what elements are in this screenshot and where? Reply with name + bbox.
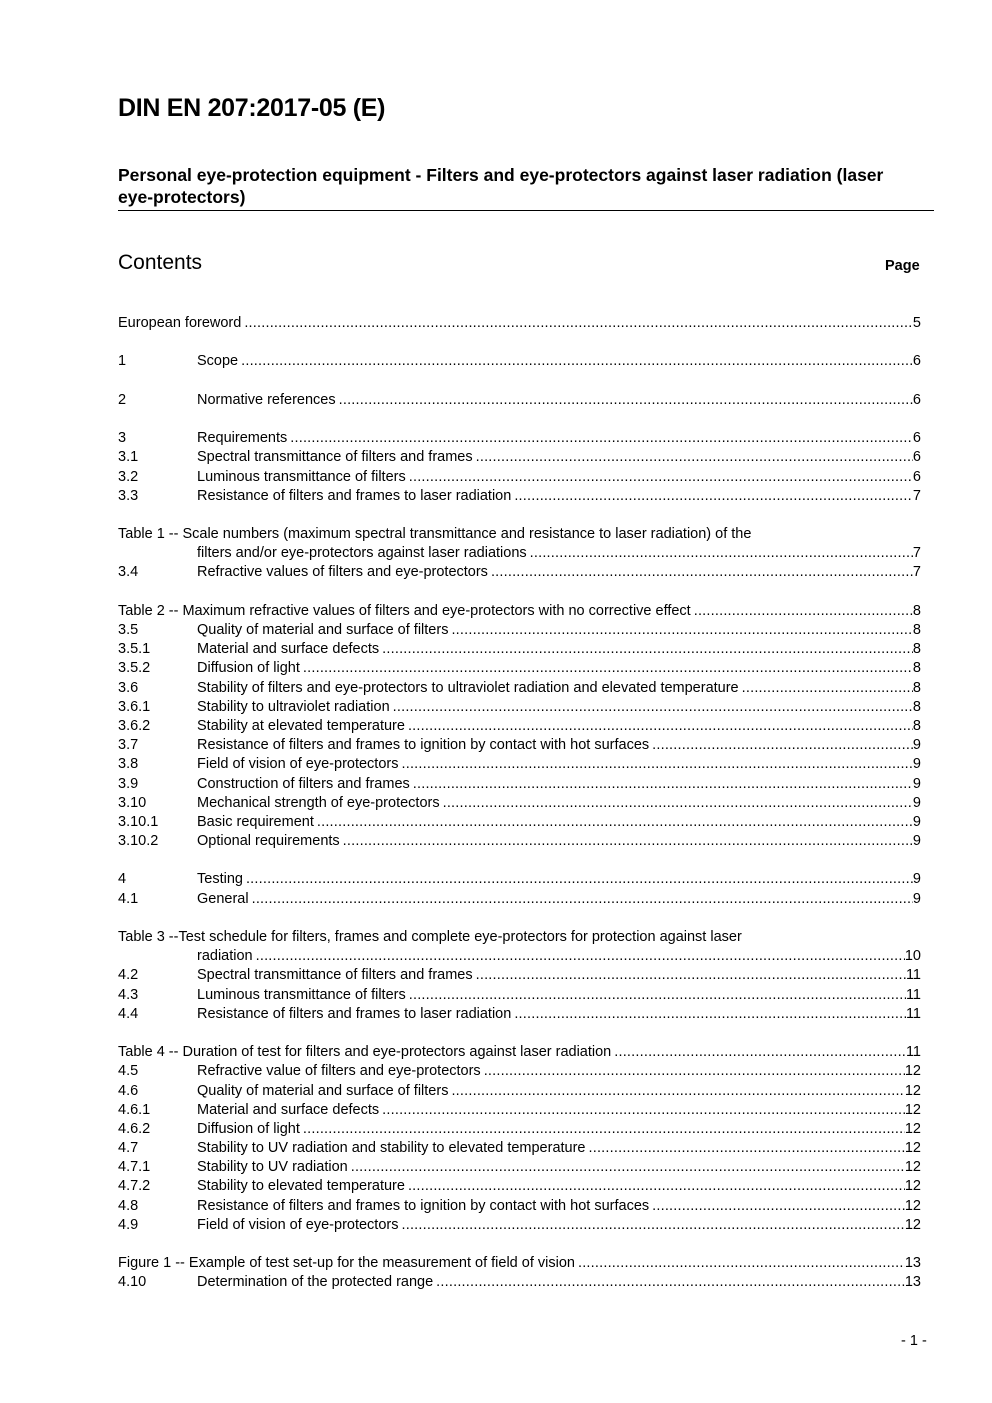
toc-entry[interactable] (118, 352, 921, 371)
toc-entry-number: 3.3 (118, 487, 139, 504)
toc-entry-number: 3.2 (118, 468, 139, 485)
toc-leader-dots (382, 1101, 905, 1120)
toc-entry[interactable] (118, 525, 921, 563)
toc-entry-number: 4.4 (118, 1005, 139, 1022)
toc-entry[interactable] (118, 1082, 921, 1101)
toc-entry-title: Stability to elevated temperature (197, 1178, 405, 1195)
toc-entry[interactable] (118, 679, 921, 698)
toc-entry[interactable] (118, 890, 921, 909)
toc-entry-title: Resistance of filters and frames to ignition by contact with hot surfaces (197, 737, 650, 754)
toc-entry-title: Luminous transmittance of filters (197, 986, 406, 1003)
toc-entry-page: 9 (912, 833, 921, 850)
toc-entry-number: 3.8 (118, 756, 139, 773)
toc-entry-page: 9 (912, 813, 921, 830)
toc-entry-title: Refractive values of filters and eye-protectors (197, 564, 488, 581)
toc-entry[interactable] (118, 832, 921, 851)
toc-leader-dots (393, 698, 913, 717)
toc-entry-caption: Table 3 --Test schedule for filters, frames and complete eye-protectors for protection against laser (118, 929, 742, 946)
toc-leader-dots (436, 1273, 905, 1292)
toc-entry-page: 12 (904, 1063, 921, 1080)
toc-entry-page: 8 (912, 622, 921, 639)
toc-entry-page: 6 (912, 468, 921, 485)
toc-leader-dots (408, 1177, 905, 1196)
toc-entry-caption: Table 1 -- Scale numbers (maximum spectral transmittance and resistance to laser radiation) of the (118, 526, 752, 543)
toc-entry-title: Material and surface defects (197, 641, 380, 658)
toc-entry-page: 9 (912, 737, 921, 754)
toc-entry[interactable] (118, 1177, 921, 1196)
toc-entry-title: Refractive value of filters and eye-protectors (197, 1063, 481, 1080)
toc-entry[interactable] (118, 986, 921, 1005)
toc-leader-dots (614, 1043, 906, 1062)
toc-entry-page: 12 (904, 1197, 921, 1214)
toc-leader-dots (382, 640, 913, 659)
toc-entry-page: 8 (912, 679, 921, 696)
toc-entry-number: 1 (118, 353, 127, 370)
toc-entry-title: Quality of material and surface of filters (197, 622, 449, 639)
toc-entry-title: Table 2 -- Maximum refractive values of filters and eye-protectors with no corrective effect (118, 602, 691, 619)
toc-entry-number: 3.5.2 (118, 660, 151, 677)
toc-entry-number: 3.9 (118, 775, 139, 792)
toc-entry-title: Optional requirements (197, 833, 340, 850)
toc-leader-dots (451, 621, 912, 640)
toc-entry-title: Diffusion of light (197, 660, 300, 677)
toc-leader-dots (413, 775, 913, 794)
toc-entry[interactable] (118, 775, 921, 794)
toc-entry-title: Resistance of filters and frames to ignition by contact with hot surfaces (197, 1197, 650, 1214)
toc-entry-title: filters and/or eye-protectors against laser radiations (197, 545, 527, 562)
toc-entry-page: 6 (912, 449, 921, 466)
toc-leader-dots (303, 659, 913, 678)
toc-entry-number: 3.6.1 (118, 698, 151, 715)
toc-leader-dots (578, 1254, 905, 1273)
toc-leader-dots (290, 429, 913, 448)
toc-leader-dots (408, 717, 913, 736)
toc-entry[interactable] (118, 870, 921, 889)
toc-entry[interactable] (118, 314, 921, 333)
toc-entry-number: 4.7.1 (118, 1159, 151, 1176)
toc-entry-number: 4.10 (118, 1274, 147, 1291)
toc-entry-number: 4.2 (118, 967, 139, 984)
toc-entry-title: Mechanical strength of eye-protectors (197, 794, 440, 811)
toc-entry-page: 13 (904, 1274, 921, 1291)
toc-entry[interactable] (118, 487, 921, 506)
toc-entry-page: 8 (912, 717, 921, 734)
toc-entry[interactable] (118, 659, 921, 678)
toc-leader-dots (530, 544, 913, 563)
toc-entry-title: Stability to ultraviolet radiation (197, 698, 390, 715)
toc-entry-page: 11 (905, 986, 921, 1003)
toc-entry[interactable] (118, 1120, 921, 1139)
toc-leader-dots (589, 1139, 905, 1158)
toc-entry[interactable] (118, 1216, 921, 1235)
toc-entry[interactable] (118, 1043, 921, 1062)
toc-entry-page: 6 (912, 353, 921, 370)
toc-entry-page: 9 (912, 756, 921, 773)
toc-entry-page: 8 (912, 641, 921, 658)
toc-entry[interactable] (118, 602, 921, 621)
toc-entry-number: 4.7.2 (118, 1178, 151, 1195)
toc-leader-dots (351, 1158, 905, 1177)
contents-heading: Contents (118, 251, 203, 274)
toc-entry-page: 11 (905, 967, 921, 984)
toc-entry-number: 4.5 (118, 1063, 139, 1080)
toc-entry[interactable] (118, 1158, 921, 1177)
toc-leader-dots (241, 352, 913, 371)
toc-entry-number: 3.7 (118, 737, 139, 754)
toc-entry-number: 4.6 (118, 1082, 139, 1099)
toc-entry-title: General (197, 890, 249, 907)
toc-entry[interactable] (118, 813, 921, 832)
toc-entry-page: 11 (905, 1044, 921, 1061)
toc-entry[interactable] (118, 429, 921, 448)
toc-entry-title: Determination of the protected range (197, 1274, 434, 1291)
toc-leader-dots (401, 755, 912, 774)
toc-entry-number: 2 (118, 391, 127, 408)
toc-entry[interactable] (118, 448, 921, 467)
toc-entry-page: 8 (912, 698, 921, 715)
toc-leader-dots (256, 947, 905, 966)
toc-entry-number: 3.10.1 (118, 813, 159, 830)
toc-entry[interactable] (118, 640, 921, 659)
toc-leader-dots (317, 813, 913, 832)
toc-entry[interactable] (118, 1197, 921, 1216)
toc-entry-number: 4.6.1 (118, 1101, 151, 1118)
toc-entry-title: Diffusion of light (197, 1120, 300, 1137)
toc-leader-dots (451, 1082, 904, 1101)
toc-entry-title: Stability of filters and eye-protectors to ultraviolet radiation and elevated temperature (197, 679, 739, 696)
toc-entry-number: 3.1 (118, 449, 139, 466)
toc-entry-page: 5 (912, 315, 921, 331)
toc-entry[interactable] (118, 391, 921, 410)
toc-entry-title: Field of vision of eye-protectors (197, 1216, 399, 1233)
toc-entry-number: 3 (118, 430, 127, 447)
toc-entry-page: 12 (904, 1140, 921, 1157)
toc-entry-number: 4.8 (118, 1197, 139, 1214)
toc-entry-number: 3.6.2 (118, 717, 151, 734)
toc-entry[interactable] (118, 1101, 921, 1120)
page-column-heading: Page (885, 258, 920, 274)
toc-entry-page: 11 (905, 1005, 921, 1022)
toc-leader-dots (244, 314, 913, 333)
toc-entry-page: 12 (904, 1216, 921, 1233)
toc-entry[interactable] (118, 1062, 921, 1081)
toc-entry-number: 4 (118, 871, 127, 888)
toc-entry-title: Table 4 -- Duration of test for filters and eye-protectors against laser radiation (118, 1044, 612, 1061)
toc-entry-number: 4.6.2 (118, 1120, 151, 1137)
toc-entry-title: Stability at elevated temperature (197, 717, 405, 734)
toc-entry[interactable] (118, 928, 921, 966)
toc-entry[interactable] (118, 621, 921, 640)
toc-entry-title: Resistance of filters and frames to laser radiation (197, 487, 512, 504)
toc-entry[interactable] (118, 1254, 921, 1273)
toc-entry-title: Stability to UV radiation (197, 1159, 348, 1176)
toc-entry[interactable] (118, 1273, 921, 1292)
toc-entry-title: Scope (197, 353, 239, 370)
toc-entry-title: Spectral transmittance of filters and frames (197, 967, 473, 984)
toc-leader-dots (514, 1005, 906, 1024)
toc-entry-title: Testing (197, 871, 243, 888)
toc-entry-page: 8 (912, 602, 921, 619)
toc-entry-page: 6 (912, 430, 921, 447)
toc-entry-page: 7 (912, 564, 921, 581)
toc-entry-page: 8 (912, 660, 921, 677)
toc-entry-number: 3.5 (118, 622, 139, 639)
toc-entry-page: 9 (912, 794, 921, 811)
toc-entry-number: 3.4 (118, 564, 139, 581)
toc-entry-title: Normative references (197, 391, 336, 408)
toc-entry-number: 4.7 (118, 1140, 139, 1157)
toc-entry-title: Requirements (197, 430, 288, 447)
toc-leader-dots (401, 1216, 904, 1235)
toc-entry[interactable] (118, 1139, 921, 1158)
toc-entry[interactable] (118, 717, 921, 736)
toc-leader-dots (409, 986, 906, 1005)
toc-leader-dots (443, 794, 913, 813)
toc-entry-title: Material and surface defects (197, 1101, 380, 1118)
toc-leader-dots (514, 487, 913, 506)
toc-leader-dots (491, 563, 913, 582)
toc-entry-page: 12 (904, 1178, 921, 1195)
toc-entry-page: 7 (912, 487, 921, 504)
toc-entry-page: 12 (904, 1101, 921, 1118)
document-subtitle: Personal eye-protection equipment - Filters and eye-protectors against laser radiation (laser eye-protectors) (118, 165, 884, 207)
toc-entry-title: Spectral transmittance of filters and frames (197, 449, 473, 466)
toc-leader-dots (476, 448, 913, 467)
toc-entry-number: 3.5.1 (118, 641, 151, 658)
toc-entry-number: 4.3 (118, 986, 139, 1003)
toc-entry-page: 10 (904, 948, 921, 965)
toc-leader-dots (476, 966, 906, 985)
toc-leader-dots (409, 468, 913, 487)
toc-leader-dots (252, 890, 913, 909)
toc-entry-title: European foreword (118, 315, 242, 331)
toc-entry-page: 9 (912, 775, 921, 792)
table-of-contents (118, 314, 921, 1293)
title-divider (118, 210, 934, 211)
toc-entry[interactable] (118, 698, 921, 717)
page-number: - 1 - (901, 1333, 927, 1349)
toc-entry-page: 12 (904, 1082, 921, 1099)
toc-entry[interactable] (118, 755, 921, 774)
toc-entry-title: radiation (197, 948, 253, 965)
toc-entry-page: 12 (904, 1120, 921, 1137)
toc-entry[interactable] (118, 1005, 921, 1024)
toc-leader-dots (339, 391, 913, 410)
toc-entry-page: 7 (912, 545, 921, 562)
toc-leader-dots (652, 736, 913, 755)
toc-entry[interactable] (118, 736, 921, 755)
toc-entry-title: Resistance of filters and frames to laser radiation (197, 1005, 512, 1022)
toc-entry-page: 9 (912, 871, 921, 888)
toc-entry-page: 12 (904, 1159, 921, 1176)
toc-leader-dots (343, 832, 913, 851)
toc-entry-page: 6 (912, 391, 921, 408)
toc-entry[interactable] (118, 468, 921, 487)
toc-entry-number: 4.1 (118, 890, 139, 907)
toc-entry[interactable] (118, 794, 921, 813)
toc-entry-title: Construction of filters and frames (197, 775, 410, 792)
toc-entry-title: Figure 1 -- Example of test set-up for the measurement of field of vision (118, 1255, 575, 1272)
toc-entry[interactable] (118, 563, 921, 582)
toc-entry-number: 3.6 (118, 679, 139, 696)
toc-entry-title: Quality of material and surface of filters (197, 1082, 449, 1099)
toc-entry-title: Field of vision of eye-protectors (197, 756, 399, 773)
toc-entry-number: 3.10 (118, 794, 147, 811)
document-title: DIN EN 207:2017-05 (E) (118, 94, 386, 122)
toc-entry-number: 4.9 (118, 1216, 139, 1233)
toc-entry-title: Luminous transmittance of filters (197, 468, 406, 485)
toc-leader-dots (694, 602, 913, 621)
toc-leader-dots (484, 1062, 905, 1081)
toc-entry-title: Stability to UV radiation and stability to elevated temperature (197, 1140, 586, 1157)
toc-entry-page: 13 (904, 1255, 921, 1272)
toc-leader-dots (303, 1120, 905, 1139)
toc-leader-dots (246, 870, 913, 889)
toc-leader-dots (652, 1197, 905, 1216)
toc-leader-dots (742, 679, 913, 698)
toc-entry-title: Basic requirement (197, 813, 314, 830)
toc-entry[interactable] (118, 966, 921, 985)
toc-entry-page: 9 (912, 890, 921, 907)
toc-entry-number: 3.10.2 (118, 833, 159, 850)
